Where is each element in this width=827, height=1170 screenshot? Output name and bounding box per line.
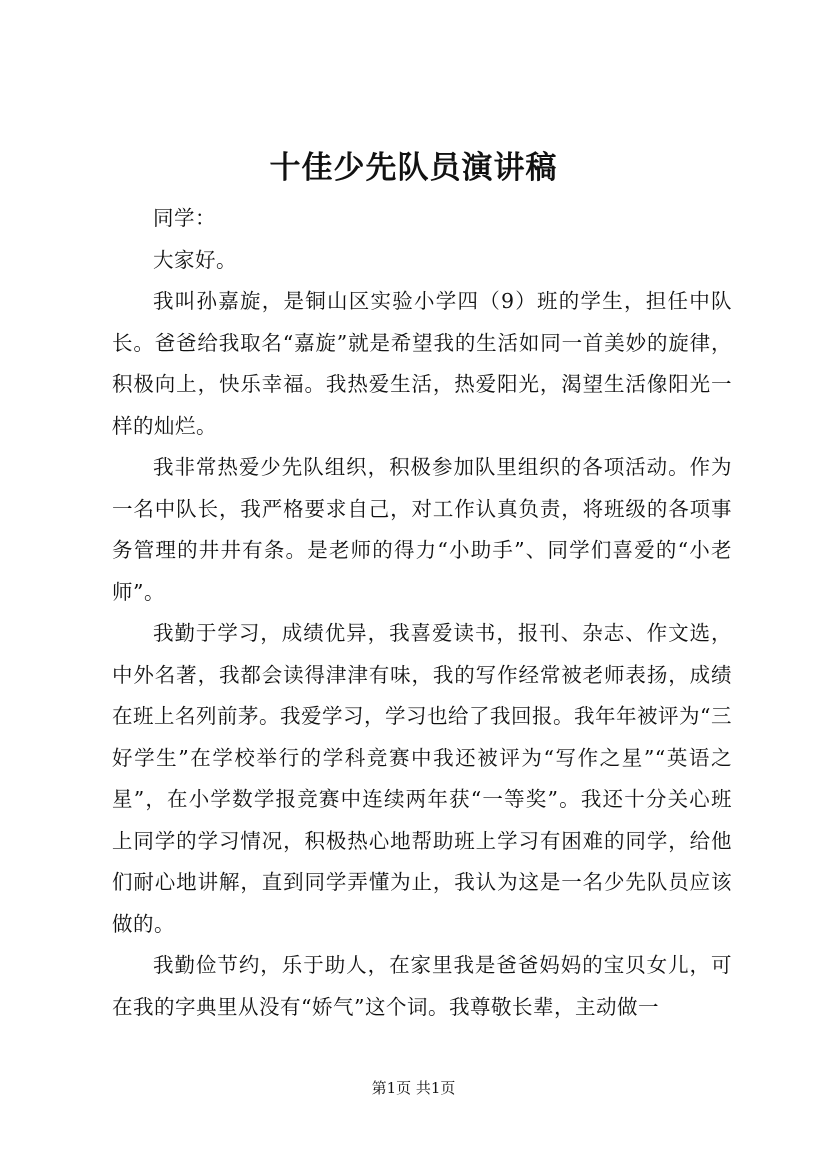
document-body [112,198,732,1028]
paragraph-introduction: 我叫孙嘉旋，是铜山区实验小学四（9）班的学生，担任中队长。爸爸给我取名“嘉旋”就是希望我的生活如同一首美妙的旋律，积极向上，快乐幸福。我热爱生活，热爱阳光，渴望生活像阳光一样的灿烂。 [112,289,732,438]
paragraph-salutation: 同学： [153,206,216,230]
paragraph-greeting: 大家好。 [153,247,237,272]
page-footer: 第1页 共1页 [371,1079,456,1097]
paragraph-thrift: 我勤俭节约，乐于助人，在家里我是爸爸妈妈的宝贝女儿，可在我的字典里从没有“娇气”这个词。我尊敬长辈，主动做一 [112,953,732,1019]
paragraph-team-leader: 我非常热爱少先队组织，积极参加队里组织的各项活动。作为一名中队长，我严格要求自己，对工作认真负责，将班级的各项事务管理的井井有条。是老师的得力“小助手”、同学们喜爱的“小老师”。 [112,455,732,604]
document-title: 十佳少先队员演讲稿 [269,150,558,186]
paragraph-studies: 我勤于学习，成绩优异，我喜爱读书，报刊、杂志、作文选，中外名著，我都会读得津津有味，我的写作经常被老师表扬，成绩在班上名列前茅。我爱学习，学习也给了我回报。我年年被评为“三好学生”在学校举行的学科竞赛中我还被评为“写作之星”“英语之星”，在小学数学报竞赛中连续两年获“一等奖”。我还十分关心班上同学的学习情况，积极热心地帮助班上学习有困难的同学，给他们耐心地讲解，直到同学弄懂为止，我认为这是一名少先队员应该做的。 [112,621,732,936]
